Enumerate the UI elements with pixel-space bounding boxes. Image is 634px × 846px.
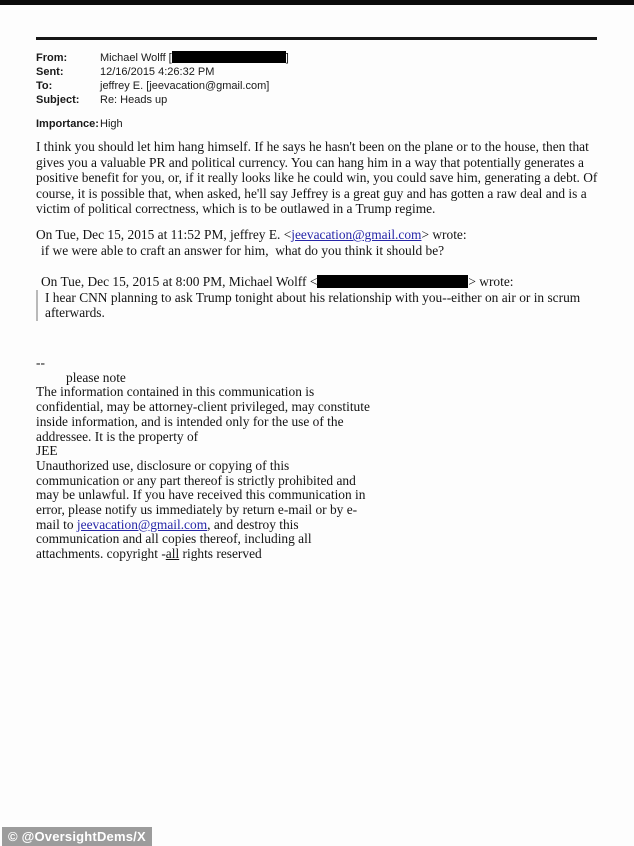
header-separator-line [36,37,597,40]
email-link[interactable]: jeevacation@gmail.com [291,227,422,242]
quoted-message-wolff [41,274,608,321]
from-value-suffix: ] [285,52,289,64]
header-row-from [36,51,596,65]
sent-value: 12/16/2015 4:26:32 PM [100,66,215,78]
email-body-paragraph: I think you should let him hang himself. If he says he hasn't been on the plane or to the house, then that gives you a valuable PR and political currency. You can hang him in a way that potentially generates a positive benefit for you, or, if it really looks like he could win, you could save him, generating a debt. Of course, it is possible that, when asked, he'll say Jeffrey is a great guy and has gotten a raw deal and is a victim of political correctness, which is to be outlawed in a Trump regime. [36,139,598,217]
importance-value: High [100,118,123,130]
quote-attribution-jeffrey [36,227,608,243]
from-value-prefix: Michael Wolff [ [100,52,172,64]
company-name: JEE [36,443,58,459]
to-value: jeffrey E. [jeevacation@gmail.com] [100,80,270,92]
scan-edge-bar [0,0,634,5]
signature-separator: -- [36,355,45,370]
disclaimer-text-mid: , and destroy this communication and all copies thereof, including all attachments. copyright - [36,516,312,562]
attribution-text-suffix: > wrote: [468,274,514,289]
header-row-subject [36,93,596,107]
from-value [100,51,596,65]
importance-label: Importance: [36,118,99,130]
redaction-bar [317,275,468,288]
disclaimer-note: please note [66,369,126,385]
subject-label: Subject: [36,94,80,106]
disclaimer-underlined-word: all [165,546,180,562]
attribution-text-suffix: > wrote: [421,227,467,242]
attribution-text: On Tue, Dec 15, 2015 at 11:52 PM, jeffrey E. < [36,227,292,242]
attribution-text: On Tue, Dec 15, 2015 at 8:00 PM, Michael Wolff < [41,274,318,289]
from-label: From: [36,52,68,64]
to-label: To: [36,80,53,92]
redaction-bar [172,51,286,63]
watermark-badge: © @OversightDems/X [2,827,152,846]
email-header [36,51,596,131]
email-link[interactable]: jeevacation@gmail.com [76,516,208,532]
quoted-text-wolff: I hear CNN planning to ask Trump tonight about his relationship with you--either on air or in scrum afterwards. [36,290,597,321]
signature-disclaimer [36,356,374,562]
disclaimer-text: Unauthorized use, disclosure or copying of this communication or any part thereof is strictly prohibited and may be unlawful. If you have received this communication in error, please notify us immediately by return e-mail or by e-mail to [36,457,366,532]
header-row-importance [36,117,596,131]
header-row-to [36,79,596,93]
quoted-text-jeffrey: if we were able to craft an answer for him, what do you think it should be? [41,242,445,258]
quote-attribution-wolff [41,274,608,290]
sent-label: Sent: [36,66,64,78]
header-row-sent [36,65,596,79]
disclaimer-paragraph-1: The information contained in this communication is confidential, may be attorney-client privileged, may constitute inside information, and is intended only for the use of the addressee. It is the property of [36,384,370,444]
quoted-message-jeffrey [36,227,608,258]
disclaimer-paragraph-2 [36,459,374,562]
subject-value: Re: Heads up [100,94,168,106]
disclaimer-text-end: rights reserved [179,546,262,562]
